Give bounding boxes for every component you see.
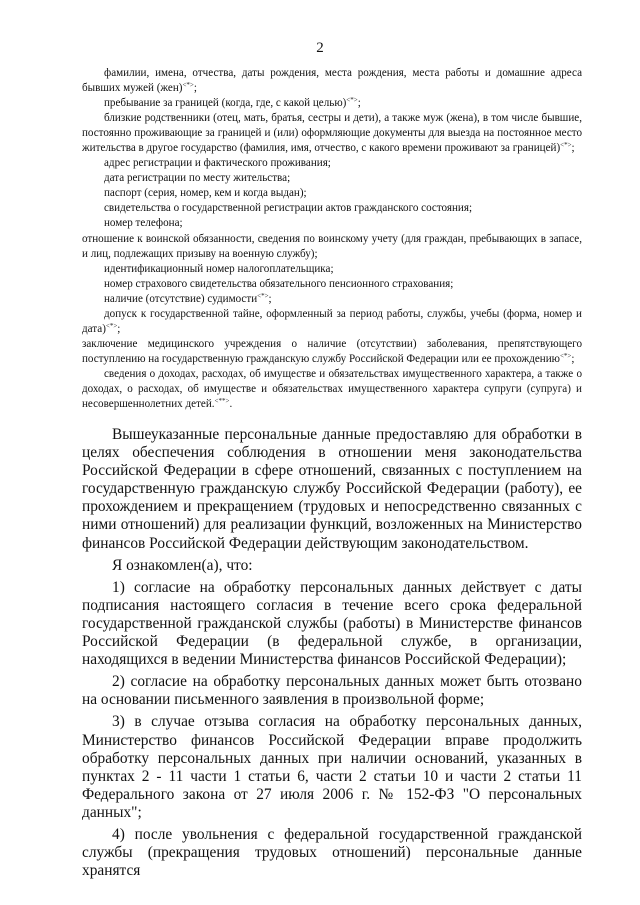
list-item: дата регистрации по месту жительства; [104,172,291,185]
footnote-marker: <*> [182,81,194,90]
footnote-marker: <*> [559,351,572,360]
list-item: наличие (отсутствие) судимости<*>; [104,291,272,305]
personal-data-list [82,66,582,412]
footnote-marker: <*> [257,291,269,300]
clause-3: 3) в случае отзыва согласия на обработку персональных данных, Министерство финансов Российской Федерации вправе продолжить обработку персональных данных при наличии оснований, указанных в пунктах 2 - 11 части 1 статьи 6, части 2 статьи 10 и части 2 статьи 11 Федерального закона от 27 июля 2006 г. № 152-ФЗ "О персональных данных"; [82,713,582,821]
acknowledgement-intro: Я ознакомлен(а), что: [112,556,253,574]
list-item: паспорт (серия, номер, кем и когда выдан); [104,187,307,200]
list-item: номер телефона; [104,217,183,230]
clause-1: 1) согласие на обработку персональных данных действует с даты подписания настоящего согласия в течение всего срока федеральной государственной гражданской службы (работы) в Министерстве финансов Российской Федерации (в федеральной службе, в организации, находящихся в ведении Министерства финансов Российской Федерации); [82,578,582,669]
list-item: номер страхового свидетельства обязательного пенсионного страхования; [104,277,454,290]
list-item: заключение медицинского учреждения о наличие (отсутствии) заболевания, препятствующего поступлению на государственную гражданскую службу Российской Федерации или ее прохождению<*>; [82,337,582,365]
consent-body [82,426,582,880]
list-item: идентификационный номер налогоплательщика; [104,262,334,275]
footnote-marker: <*> [105,321,118,330]
list-item: пребывание за границей (когда, где, с какой целью)<*>; [104,96,361,110]
list-item: допуск к государственной тайне, оформленный за период работы, службы, учебы (форма, номер и дата)<*>; [82,307,582,335]
list-item: адрес регистрации и фактического проживания; [104,157,331,170]
clause-4: 4) после увольнения с федеральной государственной гражданской службы (прекращения трудовых отношений) персональные данные хранятся [82,825,582,880]
list-item: отношение к воинской обязанности, сведения по воинскому учету (для граждан, пребывающих в запасе, и лиц, подлежащих призыву на военную службу); [82,232,582,260]
footnote-marker: <**> [214,397,230,406]
list-item: близкие родственники (отец, мать, братья, сестры и дети), а также муж (жена), в том числе бывшие, постоянно проживающие за границей и (или) оформляющие документы для выезда на постоянное место жительства в другое государство (фамилия, имя, отчество, с какого времени проживают за границей)<*>; [82,112,582,155]
purpose-paragraph: Вышеуказанные персональные данные предоставляю для обработки в целях обеспечения соблюдения в отношении меня законодательства Российской Федерации в сфере отношений, связанных с поступлением на государственную гражданскую службу Российской Федерации (работу), ее прохождением и прекращением (трудовых и непосредственно связанных с ними отношений) для реализации функций, возложенных на Министерство финансов Российской Федерации действующим законодательством. [82,426,582,552]
footnote-marker: <*> [560,141,572,150]
list-item: сведения о доходах, расходах, об имуществе и обязательствах имущественного характера, а также о доходах, о расходах, об имуществе и обязательствах имущественного характера супруги (супруга) и несовершеннолетних детей.<**>. [82,367,582,411]
page-number: 2 [316,40,324,56]
footnote-marker: <*> [346,96,358,105]
list-item: фамилии, имена, отчества, даты рождения, места рождения, места работы и домашние адреса бывших мужей (жен)<*>; [82,67,582,95]
clause-2: 2) согласие на обработку персональных данных может быть отозвано на основании письменного заявления в произвольной форме; [82,673,582,709]
list-item: свидетельства о государственной регистрации актов гражданского состояния; [104,202,473,215]
